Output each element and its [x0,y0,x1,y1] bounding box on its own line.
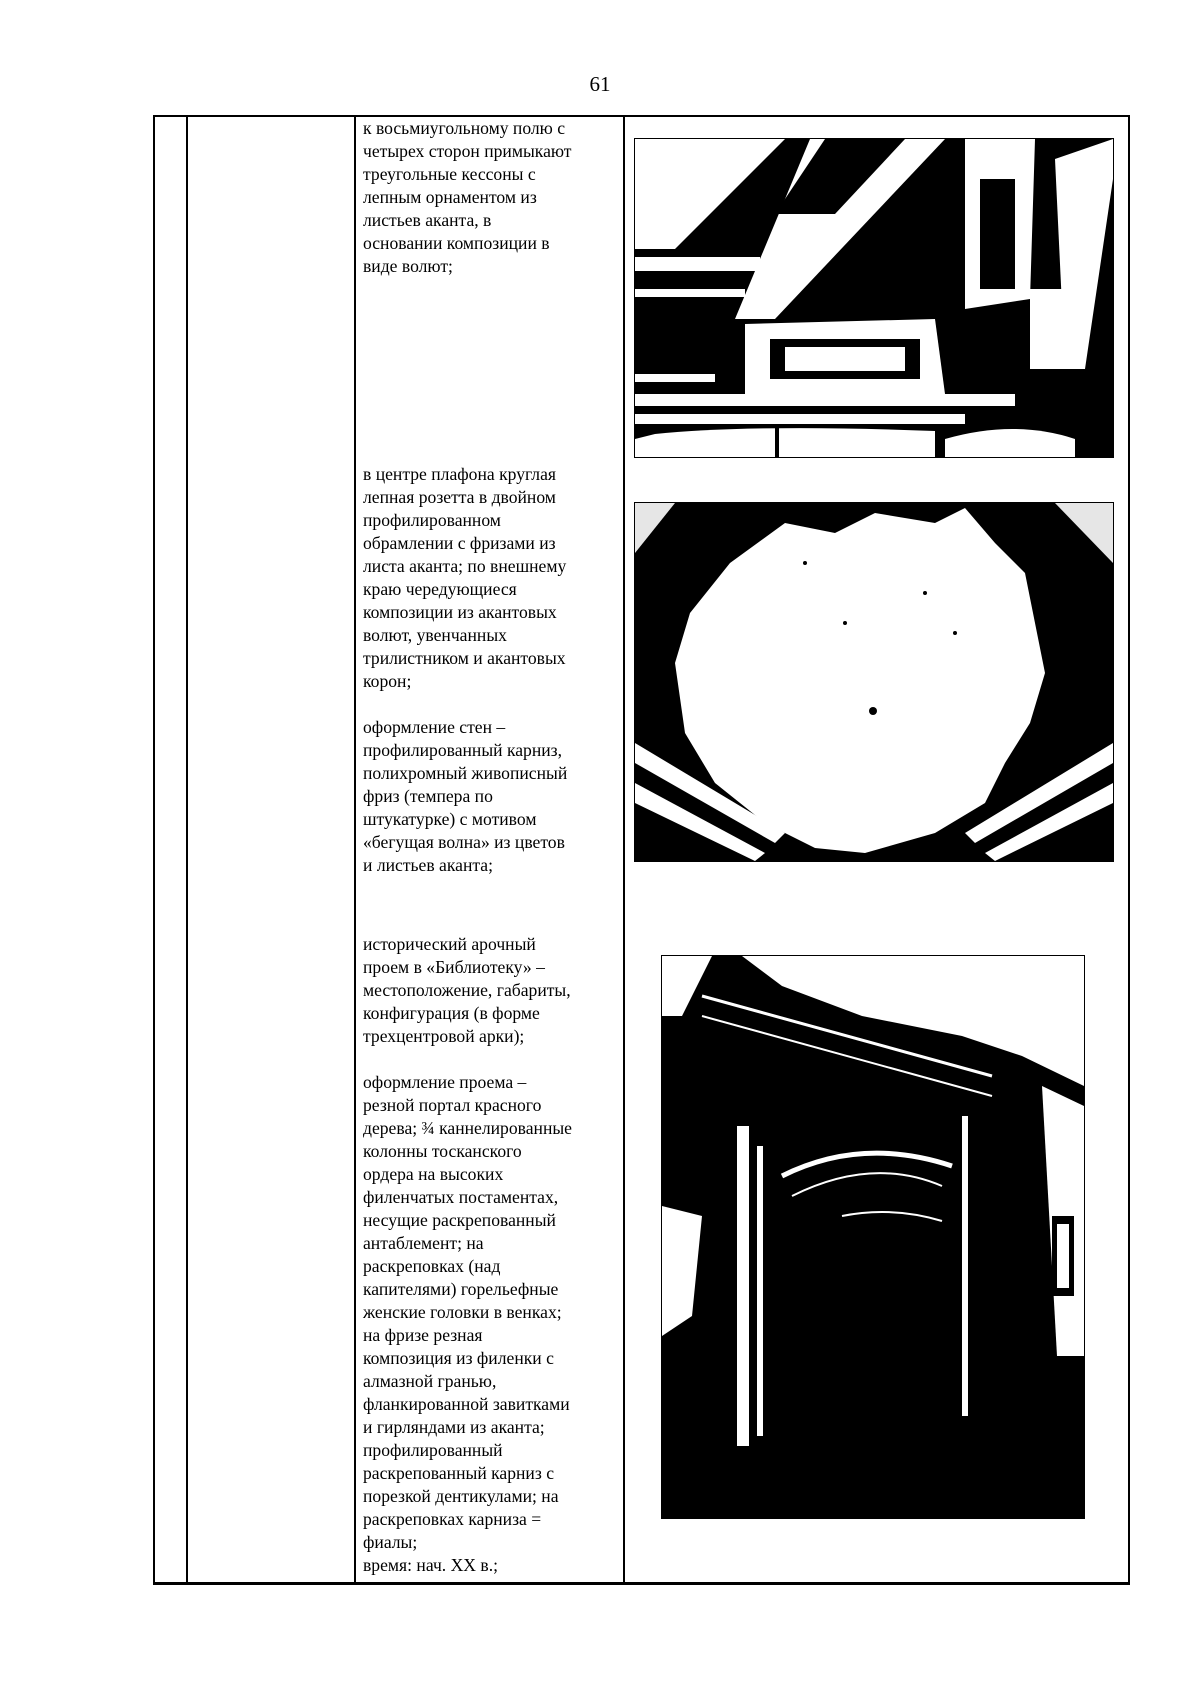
table-border-bottom [153,1582,1130,1585]
column-divider-3 [623,115,625,1584]
text-block-caissons: к восьмиугольному полю с четырех сторон примыкают треугольные кессоны с лепным орнаментом из листьев аканта, в основании композиции в виде волют; [363,118,572,276]
photo-ceiling-rosette [634,502,1114,862]
table-border-left [153,115,155,1584]
table-border-right [1128,115,1130,1584]
text-block-rosette: в центре плафона круглая лепная розетта в двойном профилированном обрамлении с фризами из листа аканта; по внешнему краю чередующиеся композиции из акантовых волют, увенчанных трилистником и акантовых корон; [363,464,567,691]
table-border-top [153,115,1130,117]
text-block-portal: оформление проема – резной портал красного дерева; ¾ каннелированные колонны тосканского ордера на высоких филенчатых постаментах, несущие раскрепованный антаблемент; на раскреповках (над капителями) горельефные женские головки в венках; на фризе резная композиция из филенки с алмазной гранью, фланкированной завитками и гирляндами из аканта; профилированный раскрепованный карниз с порезкой дентикулами; на раскреповках карниза = фиалы; время: нач. XX в.; [363,1072,572,1575]
photo-ceiling-caissons [634,138,1114,458]
column-divider-2 [354,115,356,1584]
text-block-walls: оформление стен – профилированный карниз, полихромный живописный фриз (темпера по штукатурке) с мотивом «бегущая волна» из цветов и листьев аканта; [363,717,568,875]
text-block-arch: исторический арочный проем в «Библиотеку» – местоположение, габариты, конфигурация (в форме трехцентровой арки); [363,934,571,1046]
column-divider-1 [186,115,188,1584]
page-number: 61 [589,72,611,96]
description-table [153,115,1130,1584]
photo-arched-portal [661,955,1085,1519]
